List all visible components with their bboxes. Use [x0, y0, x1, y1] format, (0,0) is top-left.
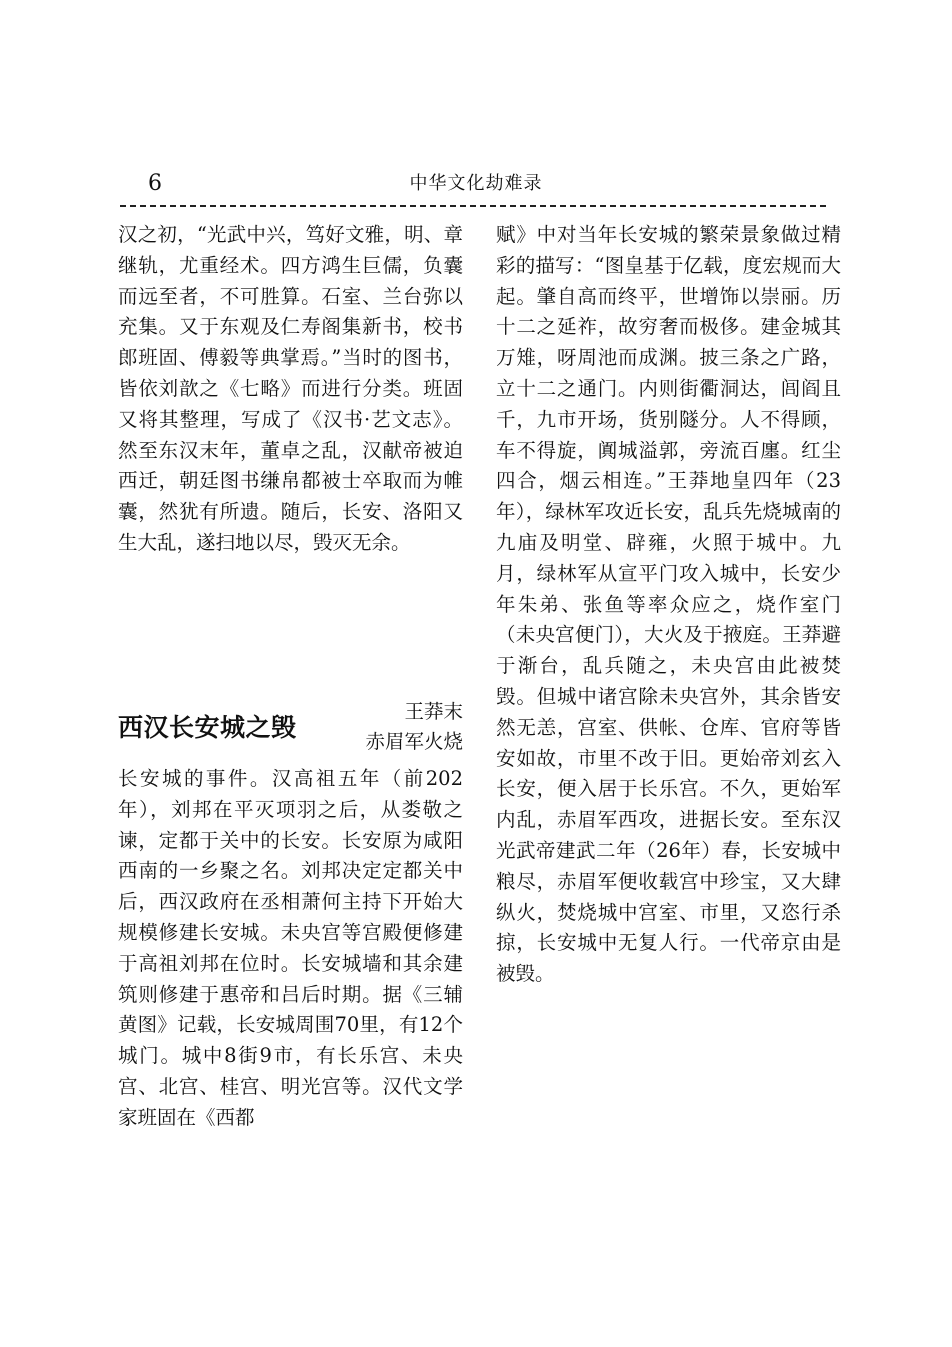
- right-paragraph-1: 赋》中对当年长安城的繁荣景象做过精彩的描写：“图皇基于亿载，度宏规而大起。肇自高而终平，世增饰以崇丽。历十二之延祚，故穷奢而极侈。建金城其万雉，呀周池而成渊。披三条之广路，立十二之通门。内则街衢洞达，闾阎且千，九市开场，货别隧分。人不得顾，车不得旋，阗城溢郭，旁流百廛。红尘四合，烟云相连。”王莽地皇四年（23年），绿林军攻近长安，乱兵先烧城南的九庙及明堂、辟雍，火照于城中。九月，绿林军从宣平门攻入城中，长安少年朱弟、张鱼等率众应之，烧作室门（未央宫便门），大火及于掖庭。王莽避于渐台，乱兵随之，未央宫由此被焚毁。但城中诸宫除未央宫外，其余皆安然无恙，宫室、供帐、仓库、官府等皆安如故，市里不改于旧。更始帝刘玄入长安，便入居于长乐宫。不久，更始军内乱，赤眉军西攻，进据长安。至东汉光武帝建武二年（26年）春，长安城中粮尽，赤眉军便收载宫中珍宝，又大肆纵火，焚烧城中宫室、市里，又恣行杀掠，长安城中无复人行。一代帝京由是被毁。: [496, 223, 841, 986]
- right-column: [496, 220, 841, 990]
- left-column-upper: [118, 220, 463, 559]
- section-heading-line-2: 赤眉军火烧: [365, 730, 463, 753]
- left-column-lower: [118, 764, 463, 1134]
- header-divider: [120, 205, 826, 207]
- running-head-book-title: 中华文化劫难录: [409, 173, 543, 194]
- left-paragraph-1: 汉之初，“光武中兴，笃好文雅，明、章继轨，尤重经术。四方鸿生巨儒，负囊而远至者，不可胜算。石室、兰台弥以充集。又于东观及仁寿阁集新书，校书郎班固、傅毅等典掌焉。”当时的图书，皆依刘歆之《七略》而进行分类。班固又将其整理，写成了《汉书·艺文志》。然至东汉末年，董卓之乱，汉献帝被迫西迁，朝廷图书缣帛都被士卒取而为帷囊，然犹有所遗。随后，长安、洛阳又生大乱，遂扫地以尽，毁灭无余。: [118, 223, 463, 554]
- page-number: 6: [148, 171, 162, 196]
- section-heading-line-1: 王莽末: [404, 700, 463, 723]
- left-paragraph-2: 长安城的事件。汉高祖五年（前202年），刘邦在平灭项羽之后，从娄敬之谏，定都于关中的长安。长安原为咸阳西南的一乡聚之名。刘邦决定定都关中后，西汉政府在丞相萧何主持下开始大规模修建长安城。未央宫等宫殿便修建于高祖刘邦在位时。长安城墙和其余建筑则修建于惠帝和吕后时期。据《三辅黄图》记载，长安城周围70里，有12个城门。城中8街9市，有长乐宫、未央宫、北宫、桂宫、明光宫等。汉代文学家班固在《西都: [118, 767, 463, 1129]
- section-title: 西汉长安城之毁: [118, 713, 297, 742]
- section-heading: [118, 694, 463, 764]
